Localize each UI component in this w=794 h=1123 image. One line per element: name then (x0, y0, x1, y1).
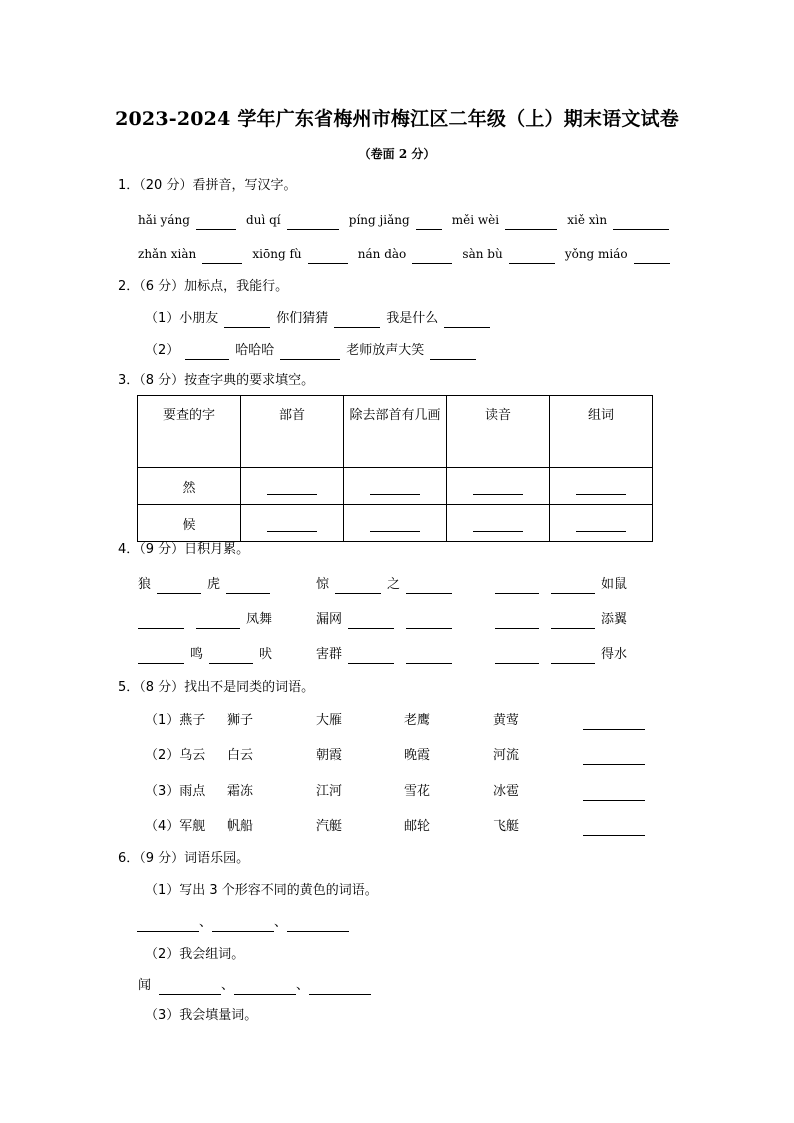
idiom-4 (132, 611, 272, 629)
pinyin-item: hǎi yáng (138, 213, 190, 227)
table-blank-cell[interactable] (344, 505, 447, 542)
table-header-cell: 读音 (447, 396, 550, 468)
answer-blank[interactable] (551, 649, 595, 664)
answer-blank[interactable] (226, 579, 270, 594)
idiom-1 (138, 576, 276, 594)
idiom-2 (316, 576, 458, 594)
q5-row-4-w3: 邮轮 (404, 819, 431, 834)
q5-row-3-w2: 江河 (316, 784, 343, 799)
answer-blank[interactable] (137, 917, 199, 932)
answer-blank[interactable] (212, 917, 274, 932)
idiom-char: 鸣 (190, 647, 204, 662)
idiom-char: 虎 (207, 577, 221, 592)
idiom-char: 凤舞 (246, 612, 273, 627)
separator: 、 (274, 915, 288, 930)
pinyin-item: xiě xìn (567, 213, 608, 227)
pinyin-item: píng jiǎng (348, 213, 410, 227)
q5-row-1-w2: 大雁 (316, 713, 343, 728)
answer-blank[interactable] (412, 249, 452, 264)
q5-row-3-w3: 雪花 (404, 784, 431, 799)
table-header-cell: 组词 (550, 396, 653, 468)
q2-line1 (145, 310, 496, 328)
table-blank-cell[interactable] (241, 505, 344, 542)
pinyin-item: duì qí (246, 213, 281, 227)
q5-row-4-w0: （4）军舰 (145, 819, 206, 834)
answer-blank[interactable] (224, 313, 270, 328)
q6-sub1-answers (137, 914, 349, 932)
q2-line2-num: （2） (145, 343, 180, 358)
idiom-char: 狼 (138, 577, 152, 592)
table-row (138, 505, 653, 542)
q2-line1-text: （1）小朋友 (145, 311, 219, 326)
q5-row-2-w1: 白云 (227, 748, 254, 763)
answer-blank[interactable] (348, 649, 394, 664)
table-char-cell: 候 (138, 505, 241, 542)
table-char-cell: 然 (138, 468, 241, 505)
answer-blank[interactable] (406, 649, 452, 664)
answer-blank[interactable] (157, 579, 201, 594)
page-title: 2023-2024 学年广东省梅州市梅江区二年级（上）期末语文试卷 (115, 108, 679, 130)
table-row (138, 468, 653, 505)
separator: 、 (199, 915, 213, 930)
q5-row-1-answer[interactable] (583, 712, 645, 730)
page-subtitle: （卷面 2 分） (358, 147, 436, 161)
answer-blank[interactable] (202, 249, 242, 264)
idiom-char: 如鼠 (601, 577, 628, 592)
q6-sub2: （2）我会组词。 (145, 947, 245, 962)
table-header-cell: 部首 (241, 396, 344, 468)
q5-row-1-w3: 老鹰 (404, 713, 431, 728)
answer-blank[interactable] (495, 579, 539, 594)
table-blank-cell[interactable] (550, 468, 653, 505)
q3-heading: 3．（8 分）按查字典的要求填空。 (118, 373, 315, 388)
answer-blank[interactable] (406, 614, 452, 629)
answer-blank[interactable] (159, 980, 221, 995)
idiom-3 (489, 576, 627, 594)
answer-blank[interactable] (495, 614, 539, 629)
q2-line1-b: 我是什么 (386, 311, 439, 326)
pinyin-item: yǒng miáo (564, 247, 628, 261)
idiom-8 (316, 646, 458, 664)
q2-line2-a: 哈哈哈 (235, 343, 275, 358)
q1-row1 (138, 211, 675, 230)
q5-row-1-w1: 狮子 (227, 713, 254, 728)
q5-row-1-w4: 黄莺 (493, 713, 520, 728)
table-blank-cell[interactable] (550, 505, 653, 542)
answer-blank[interactable] (287, 917, 349, 932)
table-blank-cell[interactable] (241, 468, 344, 505)
answer-blank[interactable] (280, 345, 340, 360)
answer-blank[interactable] (209, 649, 253, 664)
q5-row-4-w2: 汽艇 (316, 819, 343, 834)
answer-blank[interactable] (551, 579, 595, 594)
idiom-char: 惊 (316, 577, 330, 592)
idiom-9 (489, 646, 627, 664)
pinyin-item: xiōng fù (252, 247, 302, 261)
q2-line2-b: 老师放声大笑 (346, 343, 425, 358)
answer-blank[interactable] (196, 215, 236, 230)
idiom-char: 得水 (601, 647, 628, 662)
idiom-char: 害群 (316, 647, 343, 662)
q2-line2 (145, 342, 482, 360)
q6-sub3: （3）我会填量词。 (145, 1008, 258, 1023)
answer-blank[interactable] (634, 249, 670, 264)
q5-row-3-w0: （3）雨点 (145, 784, 206, 799)
answer-blank[interactable] (348, 614, 394, 629)
table-header-cell: 除去部首有几画 (344, 396, 447, 468)
q5-row-2-w4: 河流 (493, 748, 520, 763)
q1-row2 (138, 245, 676, 264)
pinyin-item: nán dào (357, 247, 407, 261)
table-blank-cell[interactable] (344, 468, 447, 505)
q5-heading: 5．（8 分）找出不是同类的词语。 (118, 680, 315, 695)
q5-row-2-w2: 朝霞 (316, 748, 343, 763)
q6-heading: 6．（9 分）词语乐园。 (118, 851, 250, 866)
answer-blank[interactable] (309, 980, 371, 995)
answer-blank[interactable] (444, 313, 490, 328)
wen-char: 闻 (138, 978, 152, 993)
idiom-char: 吠 (259, 647, 273, 662)
q5-row-3-w4: 冰雹 (493, 784, 520, 799)
q5-row-4-w4: 飞艇 (493, 819, 520, 834)
idiom-char: 添翼 (601, 612, 628, 627)
pinyin-item: sàn bù (462, 247, 503, 261)
answer-blank[interactable] (308, 249, 348, 264)
pinyin-item: měi wèi (451, 213, 500, 227)
table-blank-cell[interactable] (447, 468, 550, 505)
idiom-char: 漏网 (316, 612, 343, 627)
table-header-cell: 要查的字 (138, 396, 241, 468)
separator: 、 (221, 978, 235, 993)
q6-sub1: （1）写出 3 个形容不同的黄色的词语。 (145, 883, 378, 898)
q5-row-2-w0: （2）乌云 (145, 748, 206, 763)
idiom-5 (316, 611, 458, 629)
answer-blank[interactable] (138, 614, 184, 629)
answer-blank[interactable] (416, 215, 442, 230)
answer-blank[interactable] (234, 980, 296, 995)
answer-blank[interactable] (335, 579, 381, 594)
idiom-char: 之 (387, 577, 401, 592)
answer-blank[interactable] (613, 215, 669, 230)
answer-blank[interactable] (185, 345, 229, 360)
q2-line1-a: 你们猜猜 (276, 311, 329, 326)
q5-row-2-answer[interactable] (583, 747, 645, 765)
answer-blank[interactable] (287, 215, 339, 230)
separator: 、 (296, 978, 310, 993)
q5-row-2-w3: 晚霞 (404, 748, 431, 763)
answer-blank[interactable] (334, 313, 380, 328)
answer-blank[interactable] (509, 249, 555, 264)
answer-blank[interactable] (406, 579, 452, 594)
q5-row-4-answer[interactable] (583, 818, 645, 836)
q1-heading: 1．（20 分）看拼音，写汉字。 (118, 178, 297, 193)
answer-blank[interactable] (196, 614, 240, 629)
answer-blank[interactable] (505, 215, 557, 230)
idiom-7 (132, 646, 272, 664)
dictionary-table (137, 395, 653, 542)
q5-row-3-answer[interactable] (583, 783, 645, 801)
table-blank-cell[interactable] (447, 505, 550, 542)
answer-blank[interactable] (551, 614, 595, 629)
q6-sub2-answers (138, 977, 371, 995)
answer-blank[interactable] (430, 345, 476, 360)
idiom-6 (489, 611, 627, 629)
pinyin-item: zhǎn xiàn (138, 247, 197, 261)
q5-row-3-w1: 霜冻 (227, 784, 254, 799)
answer-blank[interactable] (495, 649, 539, 664)
table-header-row (138, 396, 653, 468)
q5-row-1-w0: （1）燕子 (145, 713, 206, 728)
q4-heading: 4．（9 分）日积月累。 (118, 542, 250, 557)
q2-heading: 2．（6 分）加标点，我能行。 (118, 279, 289, 294)
answer-blank[interactable] (138, 649, 184, 664)
q5-row-4-w1: 帆船 (227, 819, 254, 834)
